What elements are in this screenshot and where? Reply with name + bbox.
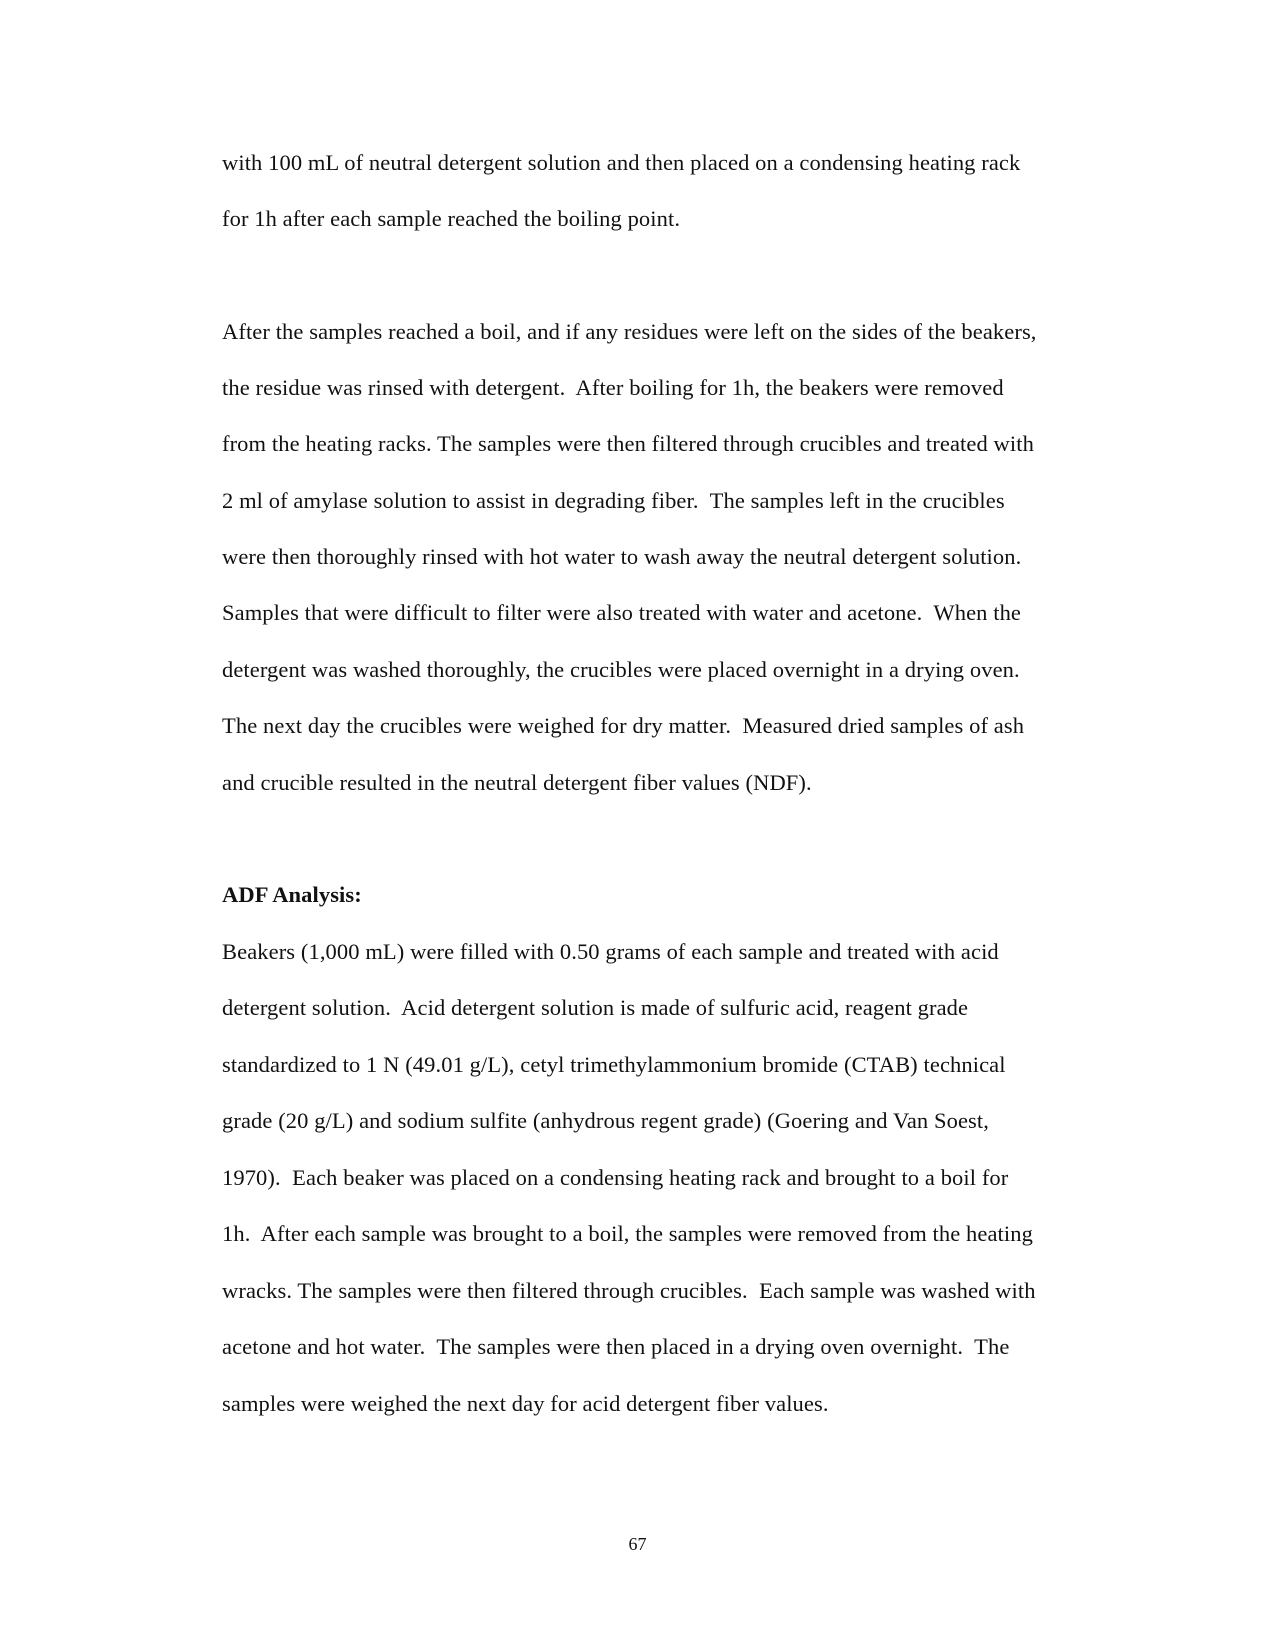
text-line: wracks. The samples were then filtered through crucibles. Each sample was washed with [222, 1278, 1036, 1303]
text-line: 2 ml of amylase solution to assist in degrading fiber. The samples left in the crucibles [222, 488, 1005, 513]
text-line: The next day the crucibles were weighed for dry matter. Measured dried samples of ash [222, 713, 1025, 738]
text-line: for 1h after each sample reached the boiling point. [222, 206, 681, 231]
text-line: 1970). Each beaker was placed on a condensing heating rack and brought to a boil for [222, 1165, 1009, 1190]
text-line: Beakers (1,000 mL) were filled with 0.50 grams of each sample and treated with acid [222, 939, 999, 964]
text-line: detergent was washed thoroughly, the crucibles were placed overnight in a drying oven. [222, 657, 1020, 682]
text-line: acetone and hot water. The samples were then placed in a drying oven overnight. The [222, 1334, 1010, 1359]
text-line: Samples that were difficult to filter were also treated with water and acetone. When the [222, 600, 1022, 625]
text-line: were then thoroughly rinsed with hot water to wash away the neutral detergent solution. [222, 544, 1022, 569]
text-line: the residue was rinsed with detergent. After boiling for 1h, the beakers were removed [222, 375, 1004, 400]
text-line: and crucible resulted in the neutral detergent fiber values (NDF). [222, 770, 812, 795]
text-line: grade (20 g/L) and sodium sulfite (anhydrous regent grade) (Goering and Van Soest, [222, 1108, 989, 1133]
text-line: 1h. After each sample was brought to a boil, the samples were removed from the heating [222, 1221, 1033, 1246]
section-heading: ADF Analysis: [222, 882, 362, 907]
text-line: detergent solution. Acid detergent solution is made of sulfuric acid, reagent grade [222, 995, 969, 1020]
page-number: 67 [628, 1534, 647, 1554]
text-line: standardized to 1 N (49.01 g/L), cetyl trimethylammonium bromide (CTAB) technical [222, 1052, 1006, 1077]
text-line: After the samples reached a boil, and if any residues were left on the sides of the beakers, [222, 319, 1037, 344]
text-line: samples were weighed the next day for acid detergent fiber values. [222, 1391, 829, 1416]
text-line: from the heating racks. The samples were then filtered through crucibles and treated with [222, 431, 1034, 456]
text-line: with 100 mL of neutral detergent solution and then placed on a condensing heating rack [222, 150, 1021, 175]
